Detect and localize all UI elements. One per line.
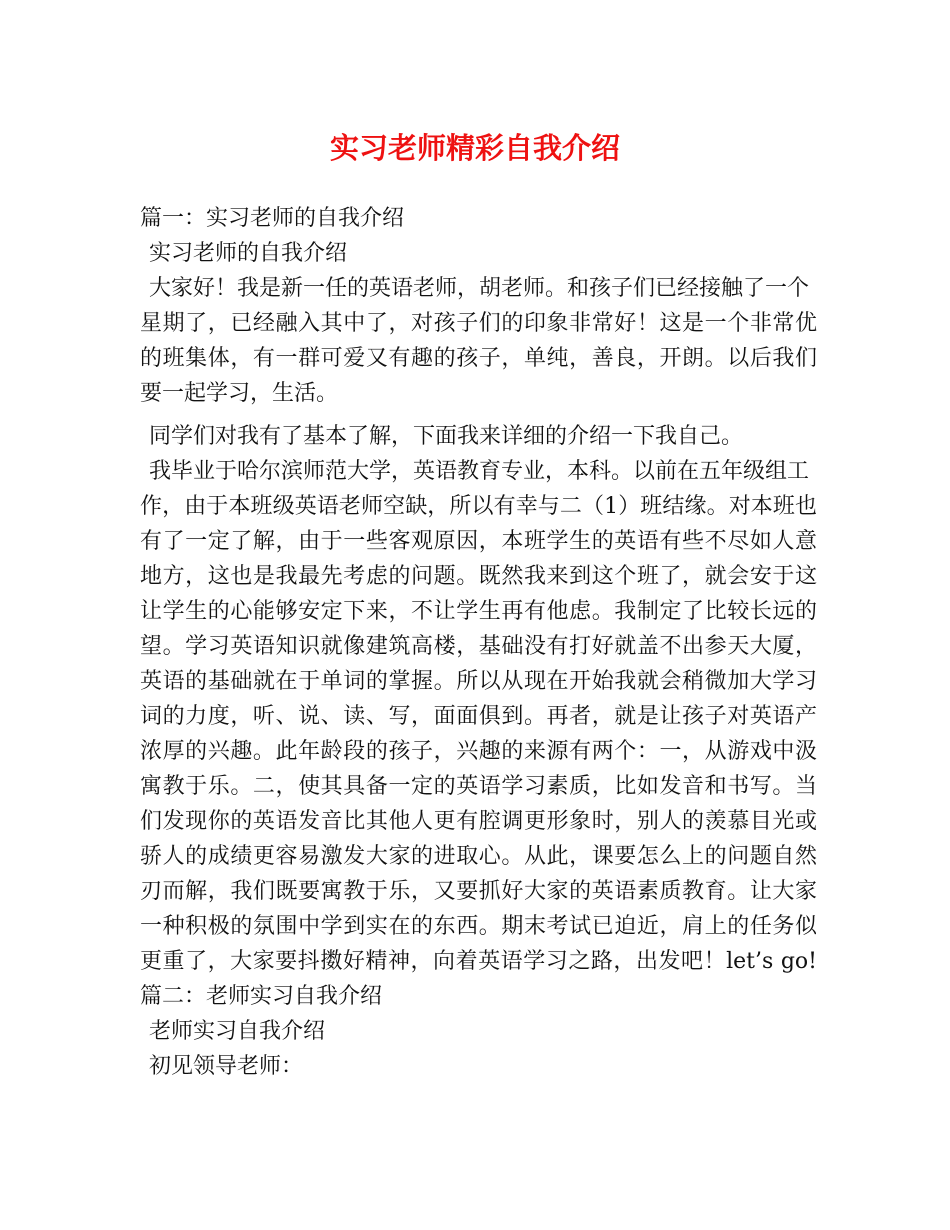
document-title: 实习老师精彩自我介绍 <box>329 131 620 165</box>
paragraph-line: 刃而解，我们既要寓教于乐，又要抓好大家的英语素质教育。让大家 <box>140 879 817 904</box>
paragraph-line: 地方，这也是我最先考虑的问题。既然我来到这个班了，就会安于这 <box>140 564 817 589</box>
paragraph-line: 我毕业于哈尔滨师范大学，英语教育专业，本科。以前在五年级组工 <box>149 459 810 484</box>
paragraph-line: 的班集体，有一群可爱又有趣的孩子，单纯，善良，开朗。以后我们 <box>140 346 817 371</box>
paragraph-line: 要一起学习，生活。 <box>140 381 339 406</box>
subsection-heading: 实习老师的自我介绍 <box>149 241 348 266</box>
paragraph-line: 初见领导老师： <box>149 1054 304 1079</box>
paragraph-line: 浓厚的兴趣。此年龄段的孩子，兴趣的来源有两个：一，从游戏中汲 <box>140 739 817 764</box>
paragraph-line: 一种积极的氛围中学到实在的东西。期末考试已迫近，肩上的任务似 <box>140 914 817 939</box>
paragraph-line: 让学生的心能够安定下来，不让学生再有他虑。我制定了比较长远的 <box>140 599 817 624</box>
paragraph-line: 词的力度，听、说、读、写，面面俱到。再者，就是让孩子对英语产 <box>140 704 817 729</box>
paragraph-line: 更重了，大家要抖擞好精神，向着英语学习之路，出发吧！let’s go! <box>140 949 817 974</box>
paragraph-line: 骄人的成绩更容易激发大家的进取心。从此，课要怎么上的问题自然 <box>140 844 817 869</box>
section-heading: 篇二：老师实习自我介绍 <box>140 984 383 1009</box>
paragraph-line: 大家好！我是新一任的英语老师，胡老师。和孩子们已经接触了一个 <box>149 276 810 301</box>
paragraph-line: 们发现你的英语发音比其他人更有腔调更形象时，别人的羡慕目光或 <box>140 809 817 834</box>
paragraph-line: 同学们对我有了基本了解，下面我来详细的介绍一下我自己。 <box>149 424 744 449</box>
paragraph-line: 星期了，已经融入其中了，对孩子们的印象非常好！这是一个非常优 <box>140 311 817 336</box>
paragraph-line: 作，由于本班级英语老师空缺，所以有幸与二（1）班结缘。对本班也 <box>140 494 817 519</box>
paragraph-line: 有了一定了解，由于一些客观原因，本班学生的英语有些不尽如人意 <box>140 529 817 554</box>
section-heading: 篇一：实习老师的自我介绍 <box>140 206 405 231</box>
paragraph-line: 望。学习英语知识就像建筑高楼，基础没有打好就盖不出参天大厦， <box>140 634 817 659</box>
subsection-heading: 老师实习自我介绍 <box>149 1019 326 1044</box>
paragraph-line: 英语的基础就在于单词的掌握。所以从现在开始我就会稍微加大学习 <box>140 669 817 694</box>
paragraph-line: 寓教于乐。二，使其具备一定的英语学习素质，比如发音和书写。当 <box>140 774 817 799</box>
